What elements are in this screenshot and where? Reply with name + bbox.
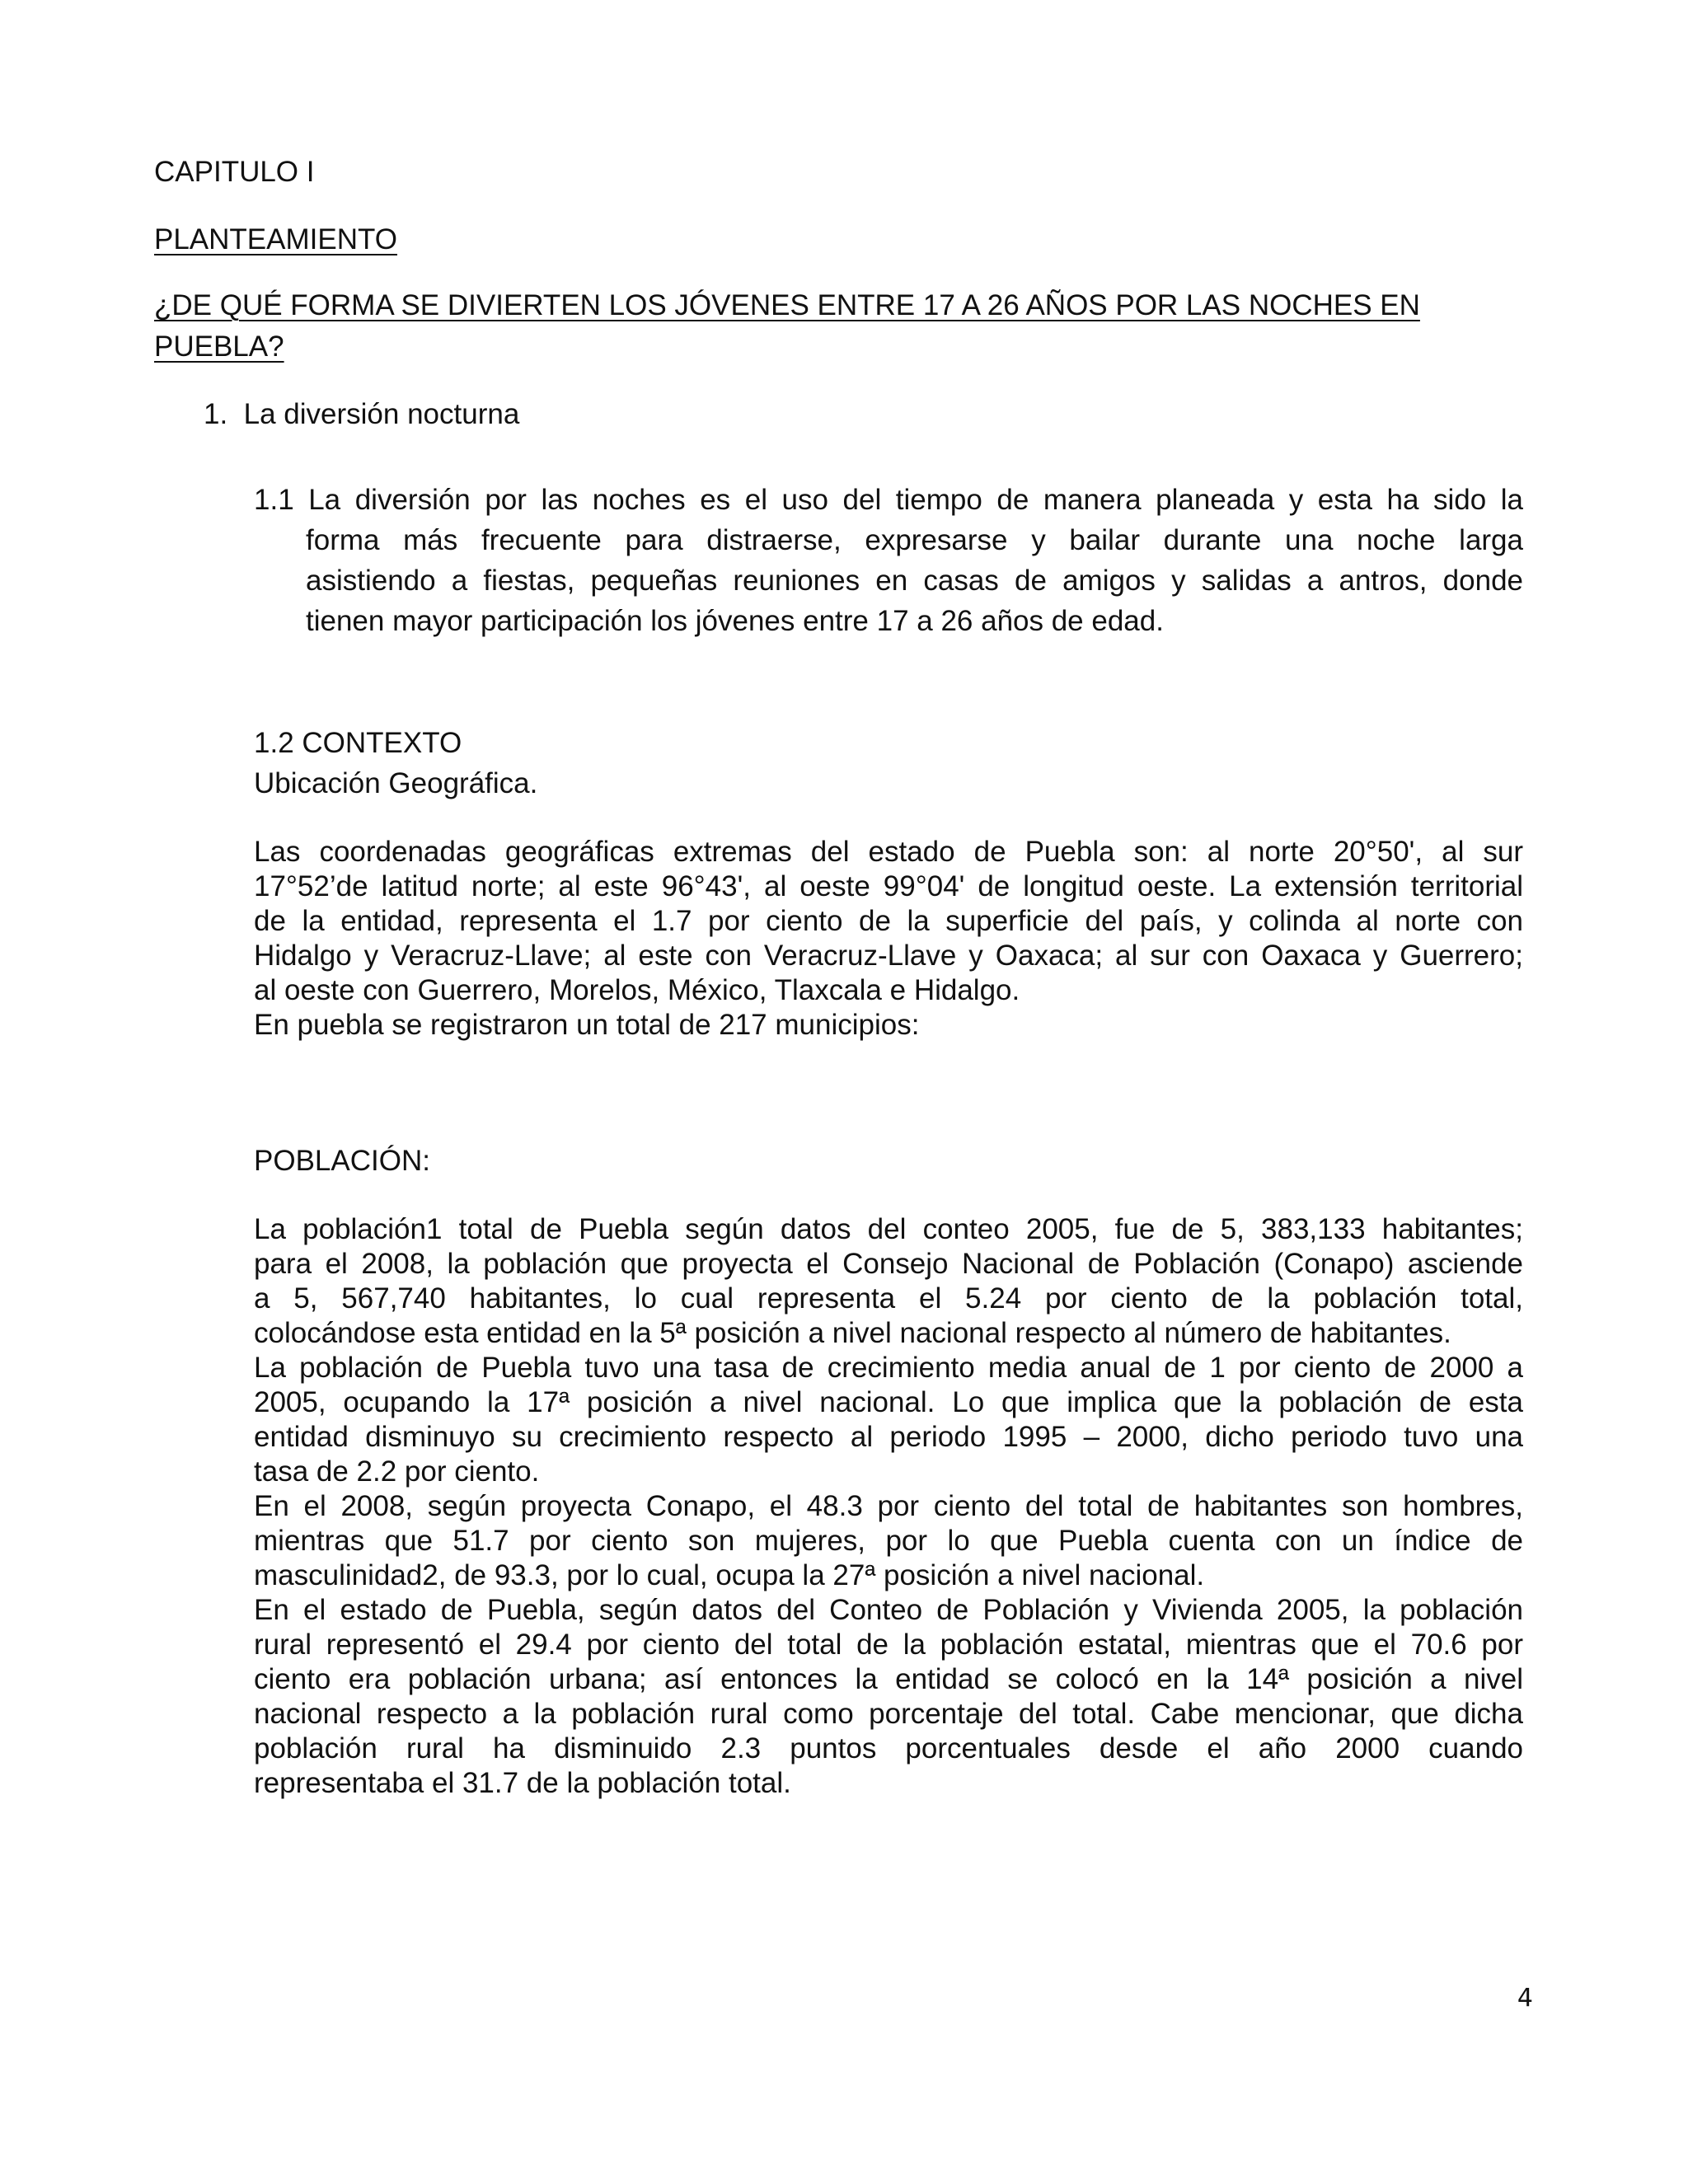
paragraph-1-1-line: tienen mayor participación los jóvenes entre 17 a 26 años de edad. — [306, 605, 1164, 637]
paragraph-1-1-line: 1.1 La diversión por las noches es el uso del tiempo de manera planeada y esta ha sido la — [254, 484, 1523, 516]
pop-paragraph-line: población rural ha disminuido 2.3 puntos porcentuales desde el año 2000 cuando — [254, 1732, 1523, 1765]
pop-paragraph-line: ciento era población urbana; así entonces la entidad se colocó en la 14ª posición a nivel — [254, 1663, 1523, 1695]
page-number: 4 — [1517, 1984, 1533, 2013]
pop-paragraph-line: representaba el 31.7 de la población total. — [254, 1767, 791, 1799]
geo-paragraph-line: Las coordenadas geográficas extremas del estado de Puebla son: al norte 20°50', al sur — [254, 836, 1523, 868]
list-item-1: 1. La diversión nocturna — [204, 398, 520, 430]
pop-paragraph-line: entidad disminuyo su crecimiento respecto al periodo 1995 – 2000, dicho periodo tuvo una — [254, 1421, 1523, 1453]
pop-paragraph-line: rural representó el 29.4 por ciento del total de la población estatal, mientras que el 70.6 por — [254, 1629, 1523, 1661]
geo-paragraph-line: En puebla se registraron un total de 217 municipios: — [254, 1009, 920, 1041]
pop-paragraph-line: para el 2008, la población que proyecta el Consejo Nacional de Población (Conapo) asciende — [254, 1248, 1523, 1280]
pop-paragraph-line: masculinidad2, de 93.3, por lo cual, ocupa la 27ª posición a nivel nacional. — [254, 1559, 1205, 1591]
geo-paragraph-line: al oeste con Guerrero, Morelos, México, Tlaxcala e Hidalgo. — [254, 974, 1020, 1006]
pop-paragraph-line: a 5, 567,740 habitantes, lo cual representa el 5.24 por ciento de la población total, — [254, 1282, 1523, 1315]
paragraph-1-1-line: forma más frecuente para distraerse, expresarse y bailar durante una noche larga — [306, 524, 1523, 556]
pop-paragraph-line: En el 2008, según proyecta Conapo, el 48.3 por ciento del total de habitantes son hombres, — [254, 1490, 1523, 1522]
pop-paragraph-line: En el estado de Puebla, según datos del Conteo de Población y Vivienda 2005, la población — [254, 1594, 1523, 1626]
ubicacion-heading: Ubicación Geográfica. — [254, 767, 538, 799]
geo-paragraph-line: de la entidad, representa el 1.7 por ciento de la superficie del país, y colinda al norte con — [254, 905, 1523, 937]
section-heading: PLANTEAMIENTO — [154, 223, 397, 255]
pop-paragraph-line: mientras que 51.7 por ciento son mujeres, por lo que Puebla cuenta con un índice de — [254, 1525, 1523, 1557]
pop-paragraph-line: tasa de 2.2 por ciento. — [254, 1455, 540, 1488]
pop-paragraph-line: nacional respecto a la población rural como porcentaje del total. Cabe mencionar, que dicha — [254, 1698, 1523, 1730]
pop-paragraph-line: 2005, ocupando la 17ª posición a nivel nacional. Lo que implica que la población de esta — [254, 1386, 1523, 1418]
geo-paragraph-line: Hidalgo y Veracruz-Llave; al este con Veracruz-Llave y Oaxaca; al sur con Oaxaca y Guerrero; — [254, 940, 1523, 972]
pop-paragraph-line: colocándose esta entidad en la 5ª posición a nivel nacional respecto al número de habitantes. — [254, 1317, 1451, 1349]
question-line-1: ¿DE QUÉ FORMA SE DIVIERTEN LOS JÓVENES ENTRE 17 A 26 AÑOS POR LAS NOCHES EN — [154, 289, 1420, 321]
paragraph-1-1-line: asistiendo a fiestas, pequeñas reuniones en casas de amigos y salidas a antros, donde — [306, 565, 1523, 597]
pop-paragraph-line: La población1 total de Puebla según datos del conteo 2005, fue de 5, 383,133 habitantes; — [254, 1213, 1523, 1245]
pop-paragraph-line: La población de Puebla tuvo una tasa de crecimiento media anual de 1 por ciento de 2000 a — [254, 1352, 1523, 1384]
poblacion-heading: POBLACIÓN: — [254, 1145, 430, 1177]
chapter-title: CAPITULO I — [154, 156, 315, 188]
geo-paragraph-line: 17°52’de latitud norte; al este 96°43', al oeste 99°04' de longitud oeste. La extensión territorial — [254, 870, 1523, 902]
contexto-heading: 1.2 CONTEXTO — [254, 727, 462, 759]
question-line-2: PUEBLA? — [154, 330, 284, 363]
